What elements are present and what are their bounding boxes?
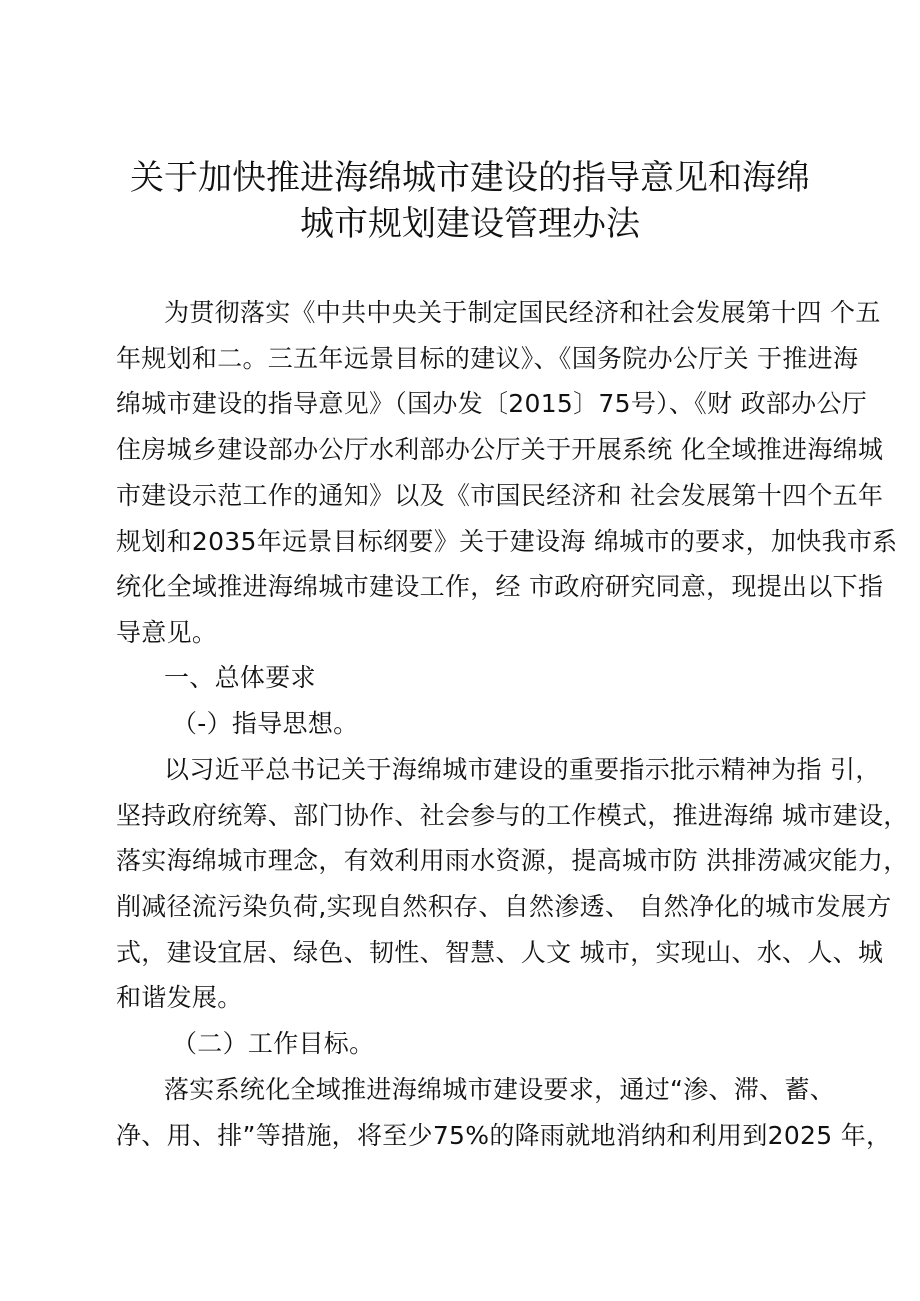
intro-line-5: 市建设示范工作的通知》以及《市国民经济和 社会发展第十四个五年 — [116, 481, 884, 510]
intro-line-4: 住房城乡建设部办公厅水利部办公厅关于开展系统 化全域推进海绵城 — [116, 435, 884, 464]
guiding-line-5: 式，建设宜居、绿色、韧性、智慧、人文 城市，实现山、水、人、城 — [116, 938, 884, 967]
target-line-2: 净、用、排”等措施，将至少75%的降雨就地消纳和利用到2025 年， — [116, 1121, 892, 1150]
target-line-1: 落实系统化全域推进海绵城市建设要求，通过“渗、滞、蓄、 — [164, 1075, 836, 1104]
intro-line-3: 绵城市建设的指导意见》（国办发〔2015〕75号）、《财 政部办公厅 — [116, 389, 868, 418]
document-title-line-2: 城市规划建设管理办法 — [300, 204, 640, 244]
guiding-line-3: 落实海绵城市理念，有效利用雨水资源，提高城市防 洪排涝减灾能力， — [116, 846, 909, 875]
subsection-heading-1: （-）指导思想。 — [172, 709, 359, 738]
intro-line-7: 统化全域推进海绵城市建设工作，经 市政府研究同意，现提出以下指 — [116, 572, 884, 601]
intro-line-8: 导意见。 — [116, 618, 218, 647]
intro-line-6: 规划和2035年远景目标纲要》关于建设海 绵城市的要求，加快我市系 — [116, 527, 898, 556]
section-heading-1: 一、总体要求 — [164, 663, 316, 692]
guiding-line-6: 和谐发展。 — [116, 983, 243, 1012]
guiding-line-4: 削减径流污染负荷,实现自然积存、自然渗透、 自然净化的城市发展方 — [116, 892, 892, 921]
intro-line-2: 年规划和二。三五年远景目标的建议》、《国务院办公厅关 于推进海 — [116, 344, 859, 373]
intro-line-1: 为贯彻落实《中共中央关于制定国民经济和社会发展第十四 个五 — [164, 298, 881, 327]
subsection-heading-2: （二）工作目标。 — [172, 1029, 375, 1058]
document-title-line-1: 关于加快推进海绵城市建设的指导意见和海绵 — [130, 158, 810, 198]
guiding-line-1: 以习近平总书记关于海绵城市建设的重要指示批示精神为指 引， — [164, 755, 881, 784]
guiding-line-2: 坚持政府统筹、部门协作、社会参与的工作模式，推进海绵 城市建设， — [116, 801, 909, 830]
